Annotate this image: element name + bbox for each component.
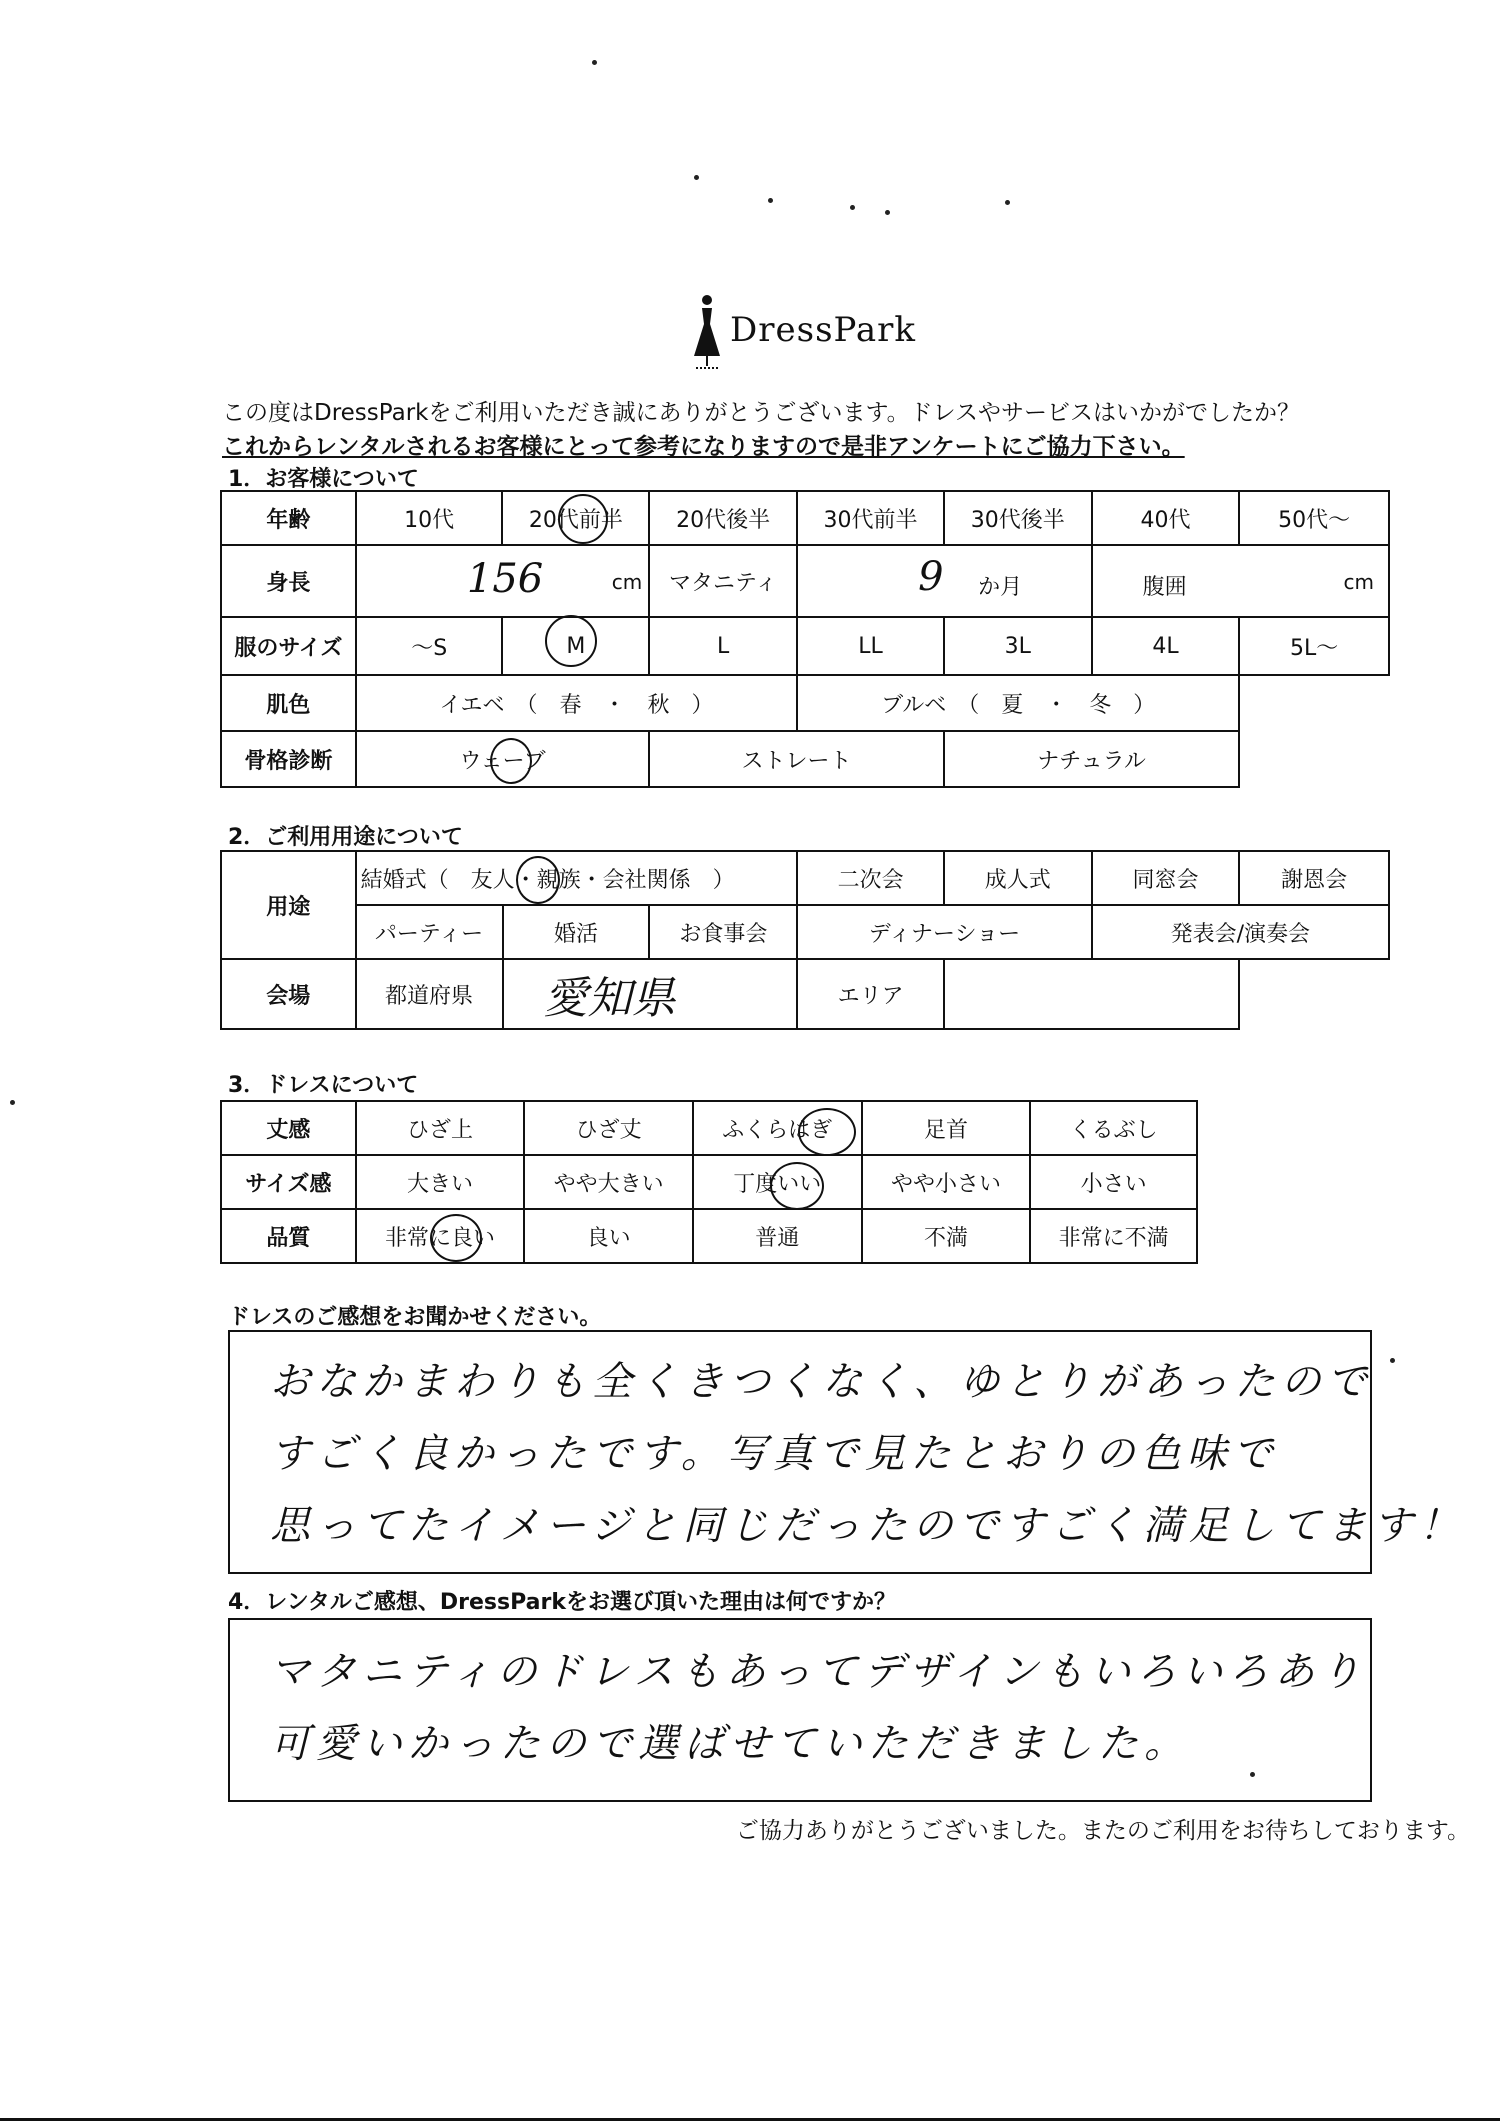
impression-line: 思ってたイメージと同じだったのですごく満足してます！ — [270, 1503, 1465, 1549]
skin-yellow[interactable]: イエベ （ 春 ・ 秋 ） — [356, 675, 797, 731]
selection-circle — [545, 615, 597, 667]
length-option[interactable]: くるぶし — [1030, 1101, 1197, 1155]
size-option[interactable]: 5L～ — [1239, 617, 1389, 675]
fit-option[interactable]: やや小さい — [862, 1155, 1031, 1209]
age-option[interactable]: 40代 — [1092, 491, 1240, 545]
size-option[interactable]: L — [649, 617, 797, 675]
height-label: 身長 — [221, 545, 356, 617]
size-option[interactable]: 3L — [944, 617, 1092, 675]
waist-label: 腹囲 — [1142, 575, 1187, 600]
age-option[interactable]: 30代後半 — [944, 491, 1092, 545]
quality-option-selected[interactable]: 非常に良い — [356, 1209, 525, 1263]
dress-icon — [690, 292, 724, 372]
length-label: 丈感 — [221, 1101, 356, 1155]
waist-unit: cm — [1343, 570, 1374, 594]
purpose-option[interactable]: 二次会 — [797, 851, 944, 905]
height-value[interactable]: 156 — [466, 556, 544, 602]
age-option[interactable]: 50代～ — [1239, 491, 1389, 545]
purpose-option[interactable]: 謝恩会 — [1239, 851, 1389, 905]
impression-line: すごく良かったです。写真で見たとおりの色味で — [270, 1431, 1279, 1477]
fit-option[interactable]: 小さい — [1030, 1155, 1197, 1209]
selection-circle — [798, 1108, 856, 1156]
maternity-unit: か月 — [978, 575, 1023, 600]
prefecture-value[interactable]: 愛知県 — [543, 973, 676, 1024]
selection-circle — [516, 856, 560, 904]
impression-line: おなかまわりも全くきつくなく、ゆとりがあったので — [270, 1359, 1373, 1405]
size-option[interactable]: ～S — [356, 617, 503, 675]
reason-line: 可愛いかったので選ばせていただきました。 — [270, 1721, 1190, 1767]
purpose-option[interactable]: 同窓会 — [1092, 851, 1240, 905]
impression-title: ドレスのご感想をお聞かせください。 — [228, 1305, 602, 1330]
fit-option[interactable]: 大きい — [356, 1155, 525, 1209]
area-value[interactable] — [944, 959, 1239, 1029]
footer-thanks: ご協力ありがとうございました。またのご利用をお待ちしております。 — [735, 1818, 1470, 1844]
frame-option[interactable]: ストレート — [649, 731, 944, 787]
purpose-option[interactable]: 発表会/演奏会 — [1092, 905, 1389, 959]
length-option[interactable]: ひざ上 — [356, 1101, 525, 1155]
size-option[interactable]: 4L — [1092, 617, 1240, 675]
size-option-selected[interactable]: M — [502, 617, 649, 675]
skin-label: 肌色 — [221, 675, 356, 731]
selection-circle — [430, 1214, 482, 1262]
frame-label: 骨格診断 — [221, 731, 356, 787]
quality-label: 品質 — [221, 1209, 356, 1263]
section2-title: 2．ご利用用途について — [228, 825, 463, 850]
purpose-option[interactable]: お食事会 — [649, 905, 797, 959]
fit-option-selected[interactable]: 丁度いい — [693, 1155, 862, 1209]
dress-table — [220, 1100, 1198, 1264]
quality-option[interactable]: 良い — [524, 1209, 693, 1263]
area-label: エリア — [797, 959, 944, 1029]
size-option[interactable]: LL — [797, 617, 944, 675]
bottom-rule — [0, 2118, 1500, 2121]
maternity-value[interactable]: 9 — [918, 554, 944, 600]
customer-table — [220, 490, 1390, 788]
maternity-label: マタニティ — [649, 545, 797, 617]
size-label: 服のサイズ — [221, 617, 356, 675]
purpose-label: 用途 — [221, 851, 356, 959]
frame-option-selected[interactable]: ウェーブ — [356, 731, 649, 787]
length-option-selected[interactable]: ふくらはぎ — [693, 1101, 862, 1155]
length-option[interactable]: 足首 — [862, 1101, 1031, 1155]
selection-circle — [490, 738, 532, 784]
purpose-table — [220, 850, 1390, 1030]
brand-logo — [690, 292, 917, 372]
selection-circle — [558, 494, 608, 544]
purpose-option[interactable]: 成人式 — [944, 851, 1092, 905]
length-option[interactable]: ひざ丈 — [524, 1101, 693, 1155]
wedding-option[interactable]: 結婚式（ 友人・親族・会社関係 ） — [356, 851, 798, 905]
skin-blue[interactable]: ブルベ （ 夏 ・ 冬 ） — [797, 675, 1239, 731]
intro-line-1: この度はDressParkをご利用いただき誠にありがとうございます。ドレスやサービスはいかがでしたか？ — [222, 400, 1300, 426]
age-label: 年齢 — [221, 491, 356, 545]
age-option[interactable]: 30代前半 — [797, 491, 944, 545]
height-unit: cm — [611, 570, 643, 594]
prefecture-label: 都道府県 — [356, 959, 503, 1029]
section3-title: 3．ドレスについて — [228, 1073, 419, 1098]
reason-line: マタニティのドレスもあってデザインもいろいろあり — [270, 1649, 1367, 1695]
quality-option[interactable]: 非常に不満 — [1030, 1209, 1197, 1263]
purpose-option[interactable]: パーティー — [356, 905, 503, 959]
section1-title: 1．お客様について — [228, 467, 419, 492]
age-option-selected[interactable]: 20代前半 — [502, 491, 649, 545]
quality-option[interactable]: 不満 — [862, 1209, 1031, 1263]
section4-title: 4．レンタルご感想、DressParkをお選び頂いた理由は何ですか？ — [228, 1590, 896, 1615]
fit-option[interactable]: やや大きい — [524, 1155, 693, 1209]
age-option[interactable]: 20代後半 — [649, 491, 797, 545]
age-option[interactable]: 10代 — [356, 491, 503, 545]
purpose-option[interactable]: ディナーショー — [797, 905, 1091, 959]
fit-label: サイズ感 — [221, 1155, 356, 1209]
quality-option[interactable]: 普通 — [693, 1209, 862, 1263]
intro-line-2: これからレンタルされるお客様にとって参考になりますので是非アンケートにご協力下さい。 — [222, 434, 1185, 460]
purpose-option[interactable]: 婚活 — [503, 905, 650, 959]
venue-label: 会場 — [221, 959, 356, 1029]
brand-name: DressPark — [730, 310, 917, 350]
frame-option[interactable]: ナチュラル — [944, 731, 1239, 787]
selection-circle — [770, 1162, 824, 1210]
